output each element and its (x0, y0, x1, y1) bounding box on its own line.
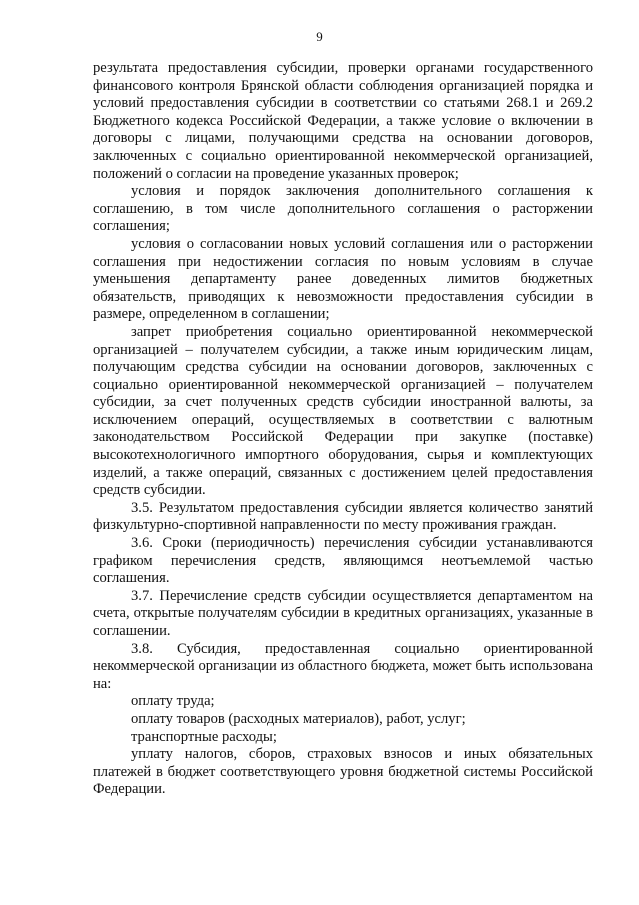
paragraph-3-7-transfer: 3.7. Перечисление средств субсидии осуществляется департаментом на счета, открытые получателям субсидии в кредитных организациях, указанные в соглашении. (93, 587, 593, 639)
paragraph-3-8-usage: 3.8. Субсидия, предоставленная социально ориентированной некоммерческой организации из областного бюджета, может быть использована на: (93, 640, 593, 692)
paragraph-3-6-terms: 3.6. Сроки (периодичность) перечисления субсидии устанавливаются графиком перечисления средств, являющимся неотъемлемой частью соглашения. (93, 535, 593, 587)
paragraph-taxes: уплату налогов, сборов, страховых взносов и иных обязательных платежей в бюджет соответствующего уровня бюджетной системы Российской Федерации. (93, 746, 593, 798)
paragraph-3-5-result: 3.5. Результатом предоставления субсидии является количество занятий физкультурно-спортивной направленности по месту проживания граждан. (93, 499, 593, 534)
list-item-labor: оплату труда; (131, 693, 215, 710)
document-body (93, 60, 593, 799)
list-item-goods: оплату товаров (расходных материалов), работ, услуг; (131, 710, 466, 727)
paragraph-currency-prohibition: запрет приобретения социально ориентированной некоммерческой организацией – получателем субсидии, а также иным юридическим лицам, получающим средства субсидии на основании договоров, заключенных с социально ориентированной некоммерческой организацией – получателем субсидии, за счет полученных средств субсидии иностранной валюты, за исключением операций, осуществляемых в соответствии с валютным законодательством Российской Федерации при закупке (поставке) высокотехнологичного импортного оборудования, сырья и комплектующих изделий, а также операций, связанных с достижением целей предоставления средств субсидии. (93, 323, 593, 499)
paragraph-new-conditions: условия о согласовании новых условий соглашения или о расторжении соглашения при недостижении согласия по новым условиям в случае уменьшения департаменту ранее доведенных лимитов бюджетных обязательств, приводящих к невозможности предоставления субсидии в размере, определенном в соглашении; (93, 235, 593, 323)
page-number: 9 (316, 29, 323, 44)
paragraph-verification-conditions: результата предоставления субсидии, проверки органами государственного финансового контроля Брянской области соблюдения организацией порядка и условий предоставления субсидии в соответствии со статьями 268.1 и 269.2 Бюджетного кодекса Российской Федерации, а также условие о включении в договоры с лицами, получающими средства на основании договоров, заключенных с социально ориентированной некоммерческой организацией, положений о согласии на проведение указанных проверок; (93, 60, 593, 182)
list-item-transport: транспортные расходы; (131, 728, 277, 745)
paragraph-additional-agreement: условия и порядок заключения дополнительного соглашения к соглашению, в том числе дополнительного соглашения о расторжении соглашения; (93, 183, 593, 235)
